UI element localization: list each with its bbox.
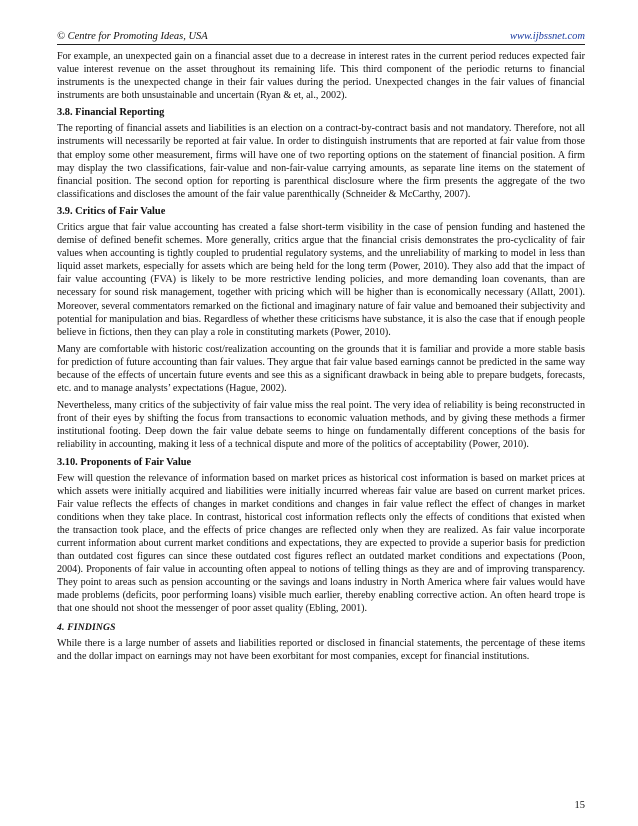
header-publisher: © Centre for Promoting Ideas, USA xyxy=(57,31,208,42)
heading-proponents-of-fair-value: 3.10. Proponents of Fair Value xyxy=(57,456,192,468)
heading-findings: 4. FINDINGS xyxy=(57,621,116,633)
heading-critics-of-fair-value: 3.9. Critics of Fair Value xyxy=(57,205,166,217)
paragraph-critics-2: Many are comfortable with historic cost/realization accounting on the grounds that it is familiar and provide a more stable basis for prediction of future accounting than fair values. They argue that fair value based earnings cannot be predicted in the same way because of the effects of uncertain future events and see this as a significant drawback in being able to prepare budgets, forecasts, etc. and to manage analysts’ expectations (Hague, 2002). xyxy=(57,343,585,395)
paragraph-intro: For example, an unexpected gain on a financial asset due to a decrease in interest rates in the current period reduces expected fair value interest revenue on the asset throughout its remaining life. This third component of the periodic returns to financial instruments is the unexpected change in their fair values during the period. Unexpected changes in the fair values of financial instruments are both unsustainable and uncertain (Ryan & et, al., 2002). xyxy=(57,51,585,102)
article-page xyxy=(57,30,585,667)
page-number: 15 xyxy=(574,800,585,811)
running-header xyxy=(57,30,585,45)
paragraph-findings: While there is a large number of assets and liabilities reported or disclosed in financial statements, the percentage of these items and the dollar impact on earnings may not have been exorbitant for most companies, except for financial institutions. xyxy=(57,637,585,662)
paragraph-critics-3: Nevertheless, many critics of the subjectivity of fair value miss the real point. The very idea of reliability is being reconstructed in front of their eyes by shifting the focus from transactions to economic valuation methods, and by giving these methods a firmer institutional footing. Deep down the fair value debate seems to hinge on fundamentally different conceptions of the basis for reliability in accounting, making it less of a technical dispute and more of the politics of acceptability (Power, 2010). xyxy=(57,400,585,451)
paragraph-critics-1: Critics argue that fair value accounting has created a false short-term visibility in the case of pension funding and hastened the demise of defined benefit schemes. More generally, critics argue that the financial crisis demonstrates the pro-cyclicality of fair values when accounting is tightly coupled to prudential regulatory systems, and the unreliability of marking to model in less than liquid asset markets, especially for assets which are being held for the long term (Power, 2010). They also add that the impact of fair value accounting (FVA) is likely to be more restrictive lending policies, and more demanding loan covenants, than are necessary for sound risk management, together with pricing which will be higher than is economically necessary (Allatt, 2001). Moreover, several commentators remarked on the fictional and imaginary nature of fair value and bemoaned their subjectivity and potential for manipulation and bias. Regardless of whether these criticisms have substance, it is also the case that if enough people believe in fictions, then they can play a role in constituting markets (Power, 2010). xyxy=(57,221,585,338)
header-journal-url[interactable]: www.ijbssnet.com xyxy=(509,31,585,42)
heading-financial-reporting: 3.8. Financial Reporting xyxy=(57,107,165,119)
paragraph-financial-reporting: The reporting of financial assets and liabilities is an election on a contract-by-contract basis and not mandatory. Therefore, not all instruments will necessarily be reported at fair value. In order to distinguish instruments that are reported at fair value from those that employ some other measurement, firms will have one of two reporting options on the statement of financial position. A firm may display the two classifications, fair-value and non-fair-value carrying amounts, as separate line items on the statement of financial position. The second option for reporting is parenthical disclosure where the firm presents the aggregate of the two classifications and discloses the amount of the fair value parenthically (Schneider & McCarthy, 2007). xyxy=(57,123,585,200)
paragraph-proponents: Few will question the relevance of information based on market prices as historical cost information is based on market prices at which assets were initially acquired and liabilities were initially incurred whereas fair value are based on current market prices. Fair value reflects the effects of changes in market conditions and changes in fair value reflect the effect of changes in market conditions when they take place. In contrast, historical cost information reflects only the effects of conditions that existed when the transaction took place, and the effects of price changes are reflected only when they are realized. As fair value incorporate current information about current market conditions and expectations, they are expected to provide a superior basis for prediction than outdated cost figures can since these outdated cost figures reflect an outdated market conditions and expectations (Poon, 2004). Proponents of fair value in accounting often appeal to notions of telling things as they are and of improving transparency. They point to areas such as pension accounting or the savings and loans industry in North America where fair values would have made problems (deficits, poor performing loans) visible much earlier, thereby enabling corrective action. An often heard trope is that one should not shoot the messenger of poor asset quality (Ebling, 2001). xyxy=(57,472,585,615)
